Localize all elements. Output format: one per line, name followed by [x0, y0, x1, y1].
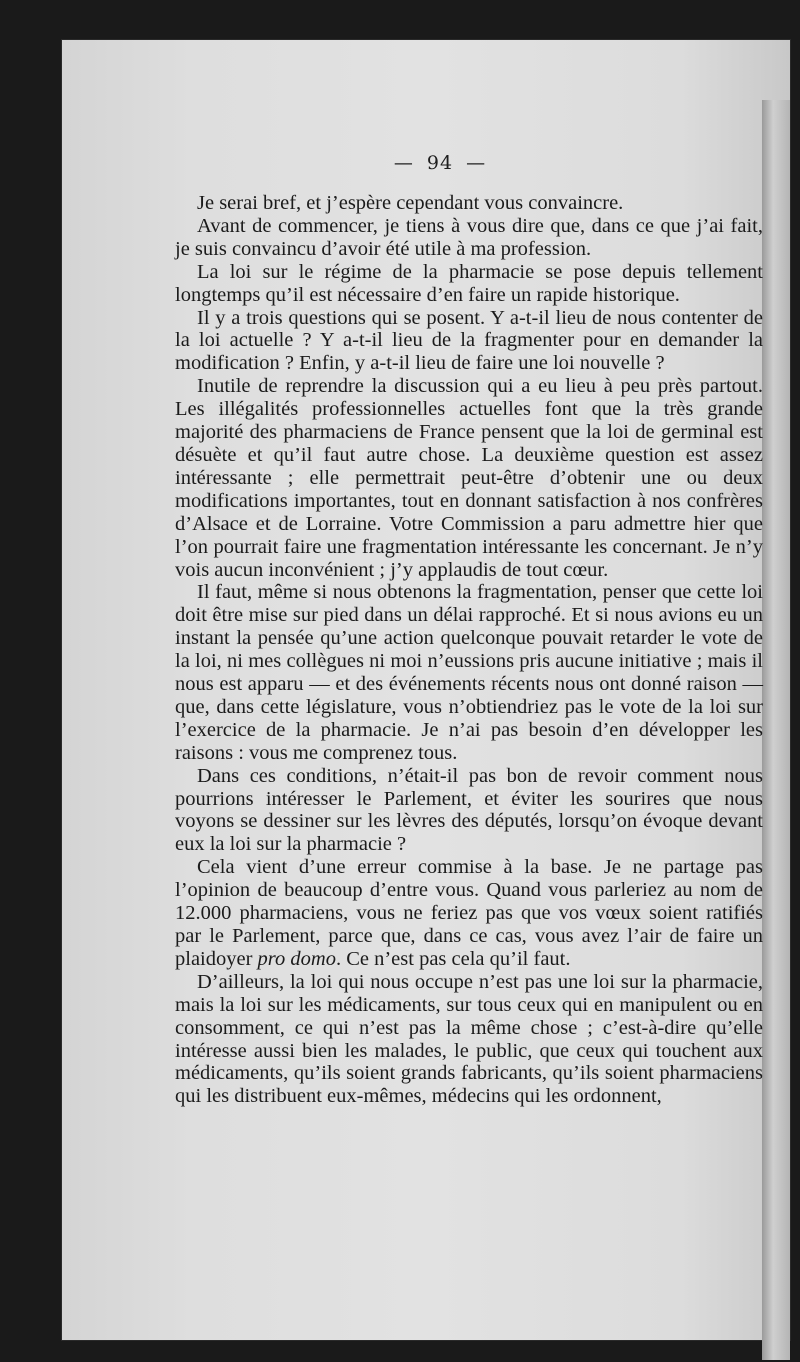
paragraph [175, 856, 763, 971]
paragraph-text: Cela vient d’une erreur commise à la base. Je ne partage pas l’opinion de beaucoup d’entre vous. Quand vous parleriez au nom de 12.000 pharmaciens, vous ne feriez pas que vos vœux soient ratifiés par le Parlement, parce que, dans ce cas, vous avez l’air de faire un plaidoyer [175, 856, 763, 970]
paragraph: D’ailleurs, la loi qui nous occupe n’est pas une loi sur la pharmacie, mais la loi sur les médicaments, sur tous ceux qui en manipulent ou en consomment, ce qui n’est pas la même chose ; c’est-à-dire qu’elle intéresse aussi bien les malades, le public, que ceux qui touchent aux médicaments, qu’ils soient grands fabricants, qu’ils soient pharmaciens qui les distribuent eux-mêmes, médecins qui les ordonnent, [175, 970, 763, 1108]
paragraph: Dans ces conditions, n’était-il pas bon de revoir comment nous pourrions intéresser le Parlement, et éviter les sourires que nous voyons se dessiner sur les lèvres des députés, lorsqu’on évoque devant eux la loi sur la pharmacie ? [175, 764, 763, 856]
paragraph: Je serai bref, et j’espère cependant vous convaincre. [197, 192, 624, 214]
page-edge-shadow [762, 100, 790, 1360]
paragraph: Avant de commencer, je tiens à vous dire que, dans ce que j’ai fait, je suis convaincu d’avoir été utile à ma profession. [175, 214, 763, 260]
paragraph: Inutile de reprendre la discussion qui a eu lieu à peu près partout. Les illégalités professionnelles actuelles font que la très grande majorité des pharmaciens de France pensent que la loi de germinal est désuète et qu’il faut autre chose. La deuxième question est assez intéressante ; elle permettrait peut-être d’obtenir une ou deux modifications importantes, tout en donnant satisfaction à nos confrères d’Alsace et de Lorraine. Votre Commission a paru admettre hier que l’on pourrait faire une fragmentation intéressante les concernant. Je n’y vois aucun inconvénient ; j’y applaudis de tout cœur. [175, 375, 763, 581]
paragraph: Il y a trois questions qui se posent. Y a-t-il lieu de nous contenter de la loi actuelle ? Y a-t-il lieu de la fragmenter pour en demander la modification ? Enfin, y a-t-il lieu de faire une loi nouvelle ? [175, 306, 763, 375]
latin-phrase: pro domo [257, 947, 336, 970]
page-number: — 94 — [393, 152, 487, 174]
paragraph: La loi sur le régime de la pharmacie se pose depuis tellement longtemps qu’il est nécessaire d’en faire un rapide historique. [175, 260, 763, 306]
paragraph: Il faut, même si nous obtenons la fragmentation, penser que cette loi doit être mise sur pied dans un délai rapproché. Et si nous avions eu un instant la pensée qu’une action quelconque pouvait retarder le vote de la loi, ni mes collègues ni moi n’eussions pris aucune initiative ; mais il nous est apparu — et des événements récents nous ont donné raison — que, dans cette législature, vous n’obtiendriez pas le vote de la loi sur l’exercice de la pharmacie. Je n’ai pas besoin d’en développer les raisons : vous me comprenez tous. [175, 581, 763, 764]
body-text [175, 192, 763, 1108]
paragraph-text: . Ce n’est pas cela qu’il faut. [335, 947, 571, 970]
